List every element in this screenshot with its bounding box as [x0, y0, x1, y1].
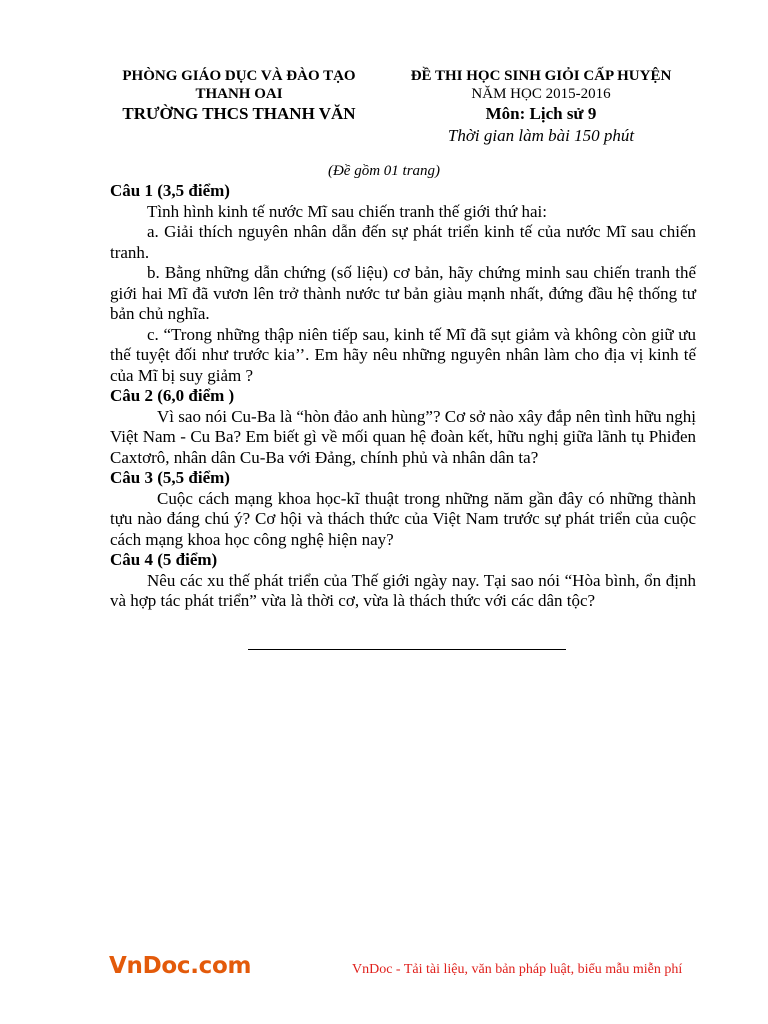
question-2-title: Câu 2 (6,0 điểm ) [110, 386, 235, 405]
exam-title: ĐỀ THI HỌC SINH GIỎI CẤP HUYỆN [410, 68, 672, 84]
question-1-part-b: b. Bằng những dẫn chứng (số liệu) cơ bản, hãy chứng minh sau chiến tranh thế giới hai Mĩ đã vươn lên trở thành nước tư bản giàu mạnh nhất, đứng đầu hệ thống tư bản chủ nghĩa. [110, 263, 696, 323]
school-year: NĂM HỌC 2015-2016 [471, 86, 611, 102]
question-1-part-c: c. “Trong những thập niên tiếp sau, kinh tế Mĩ đã sụt giảm và không còn giữ ưu thế tuyệt đối như trước kia’’. Em hãy nêu những nguyên nhân làm cho địa vị kinh tế của Mĩ bị suy giảm ? [110, 324, 696, 385]
question-1-part-a: a. Giải thích nguyên nhân dẫn đến sự phát triển kinh tế của nước Mĩ sau chiến tranh. [110, 222, 696, 262]
header-left [108, 67, 370, 125]
question-3-title: Câu 3 (5,5 điểm) [110, 468, 230, 487]
question-4-text: Nêu các xu thế phát triển của Thế giới ngày nay. Tại sao nói “Hòa bình, ổn định và hợp tác phát triển” vừa là thời cơ, vừa là thách thức với các dân tộc? [110, 570, 696, 610]
footer-tagline[interactable]: VnDoc - Tải tài liệu, văn bản pháp luật, biểu mẫu miễn phí [352, 962, 683, 977]
pages-note: (Đề gồm 01 trang) [327, 163, 441, 179]
school-name: TRƯỜNG THCS THANH VĂN [122, 104, 356, 123]
department-name: PHÒNG GIÁO DỤC VÀ ĐÀO TẠO [122, 68, 356, 84]
header-right [392, 67, 690, 147]
exam-body [110, 181, 696, 612]
question-1-title: Câu 1 (3,5 điểm) [110, 181, 230, 200]
vndoc-logo[interactable]: VnDoc.com [109, 953, 252, 979]
question-4-title: Câu 4 (5 điểm) [110, 550, 218, 569]
end-separator-line [248, 649, 566, 650]
time-limit: Thời gian làm bài 150 phút [447, 126, 635, 145]
subject: Môn: Lịch sử 9 [485, 104, 597, 123]
question-1-intro: Tình hình kinh tế nước Mĩ sau chiến tranh thế giới thứ hai: [147, 201, 547, 221]
district-name: THANH OAI [195, 86, 283, 102]
question-2-text: Vì sao nói Cu-Ba là “hòn đảo anh hùng”? Cơ sở nào xây đắp nên tình hữu nghị Việt Nam - Cu Ba? Em biết gì về mối quan hệ đoàn kết, hữu nghị giữa lãnh tụ Phiđen Caxtơrô, nhân dân Cu-Ba với Đảng, chính phủ và nhân dân ta? [110, 406, 696, 467]
question-3-text: Cuộc cách mạng khoa học-kĩ thuật trong những năm gần đây có những thành tựu nào đáng chú ý? Cơ hội và thách thức của Việt Nam trước sự phát triển của cuộc cách mạng khoa học công nghệ hiện nay? [110, 488, 696, 549]
